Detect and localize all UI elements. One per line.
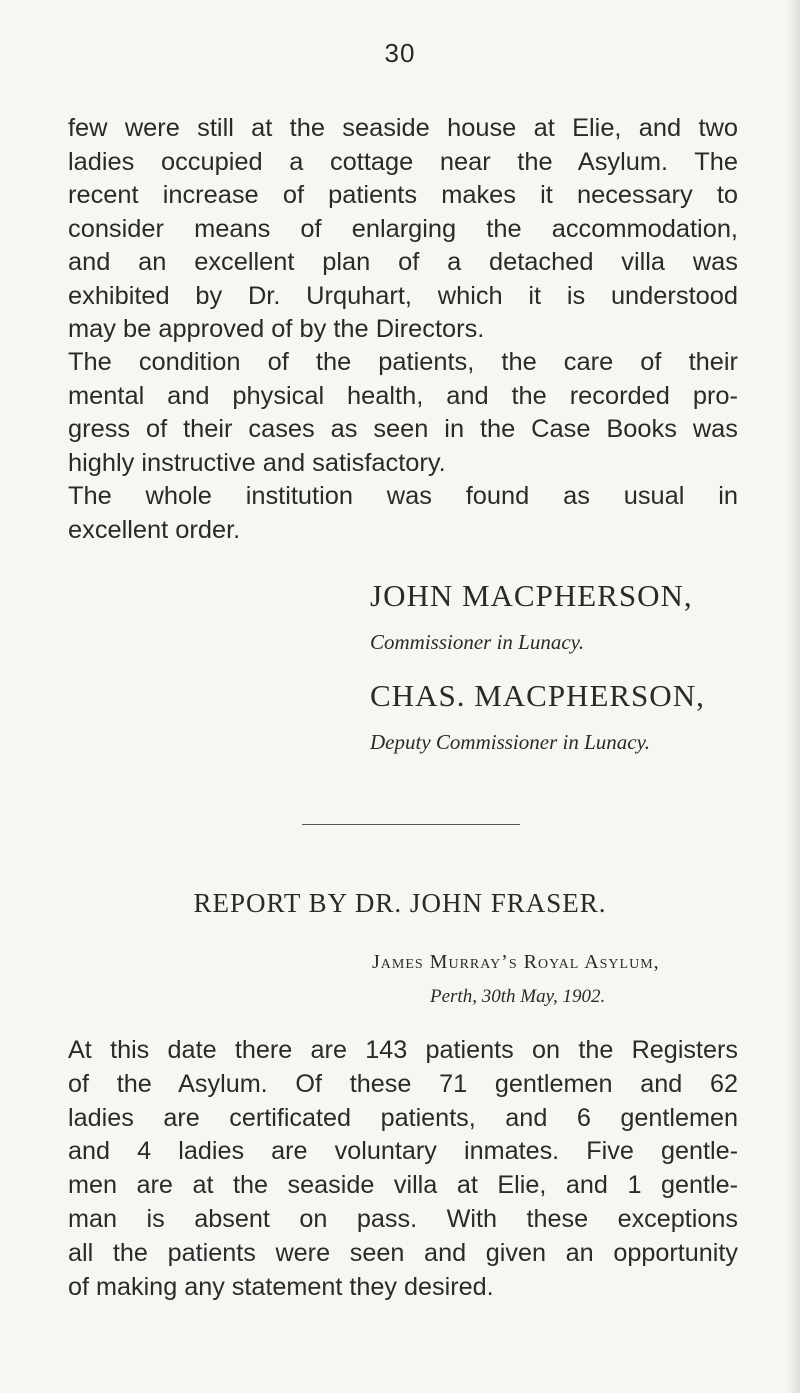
paragraph-elie: [68, 112, 738, 347]
text-line: consider means of enlarging the accommodation,: [68, 214, 738, 243]
paragraph-condition: [68, 346, 738, 480]
report-heading: REPORT BY DR. JOHN FRASER.: [193, 888, 607, 918]
text-line: few were still at the seaside house at Elie, and two: [68, 114, 738, 142]
text-line: man is absent on pass. With these exceptions: [68, 1204, 738, 1233]
signature-name-1: JOHN MACPHERSON,: [370, 578, 693, 613]
paragraph-report: [68, 1034, 738, 1304]
page-edge-shadow: [786, 0, 800, 1393]
report-date: Perth, 30th May, 1902.: [430, 986, 606, 1007]
text-line: ladies are certificated patients, and 6 gentlemen: [68, 1103, 738, 1132]
text-line: The condition of the patients, the care of their: [68, 348, 738, 376]
report-place: James Murray’s Royal Asylum,: [372, 951, 660, 973]
paragraph-institution: [68, 480, 738, 547]
text-line: highly instructive and satisfactory.: [68, 448, 446, 477]
text-line: of making any statement they desired.: [68, 1272, 494, 1301]
text-line: gress of their cases as seen in the Case Books was: [68, 415, 738, 443]
text-line: all the patients were seen and given an opportunity: [68, 1238, 738, 1267]
signature-name-2: CHAS. MACPHERSON,: [370, 678, 705, 713]
text-line: of the Asylum. Of these 71 gentlemen and 62: [68, 1069, 738, 1098]
text-line: ladies occupied a cottage near the Asylum. The: [68, 147, 738, 176]
page-number: 30: [384, 38, 416, 68]
text-line: recent increase of patients makes it necessary to: [68, 181, 738, 209]
signature-title-1: Commissioner in Lunacy.: [370, 630, 585, 654]
text-line: The whole institution was found as usual in: [68, 482, 738, 510]
text-line: and an excellent plan of a detached villa was: [68, 248, 738, 276]
text-line: excellent order.: [68, 515, 241, 544]
text-line: men are at the seaside villa at Elie, and 1 gentle-: [68, 1171, 738, 1200]
section-divider: [302, 824, 520, 825]
text-line: At this date there are 143 patients on the Registers: [68, 1036, 738, 1064]
text-line: and 4 ladies are voluntary inmates. Five gentle-: [68, 1137, 738, 1166]
text-line: exhibited by Dr. Urquhart, which it is understood: [68, 281, 738, 310]
text-line: mental and physical health, and the recorded pro-: [68, 381, 738, 410]
text-line: may be approved of by the Directors.: [68, 315, 485, 343]
signature-title-2: Deputy Commissioner in Lunacy.: [370, 730, 650, 754]
